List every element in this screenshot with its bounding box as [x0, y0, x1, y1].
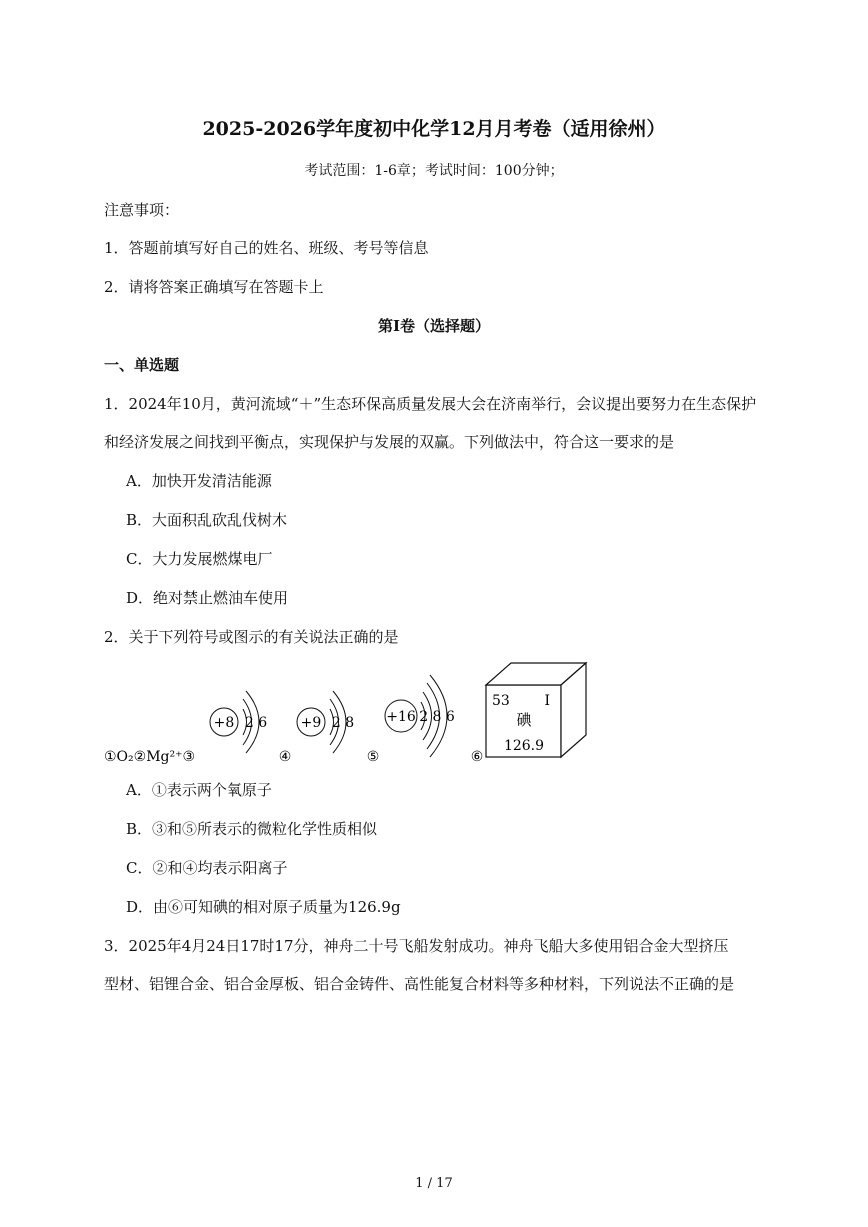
- q2-figure: [0, 655, 868, 770]
- atom-structure-5: [385, 675, 455, 757]
- q1-option-d: D．绝对禁止燃油车使用: [126, 589, 289, 607]
- q1-option-a: A．加快开发清洁能源: [126, 472, 272, 490]
- notice-item-2: 2．请将答案正确填写在答题卡上: [104, 278, 324, 296]
- q1-stem-line2: 和经济发展之间找到平衡点，实现保护与发展的双赢。下列做法中，符合这一要求的是: [104, 433, 675, 451]
- q2-option-c: C．②和④均表示阳离子: [126, 859, 288, 877]
- element-number: 53: [492, 693, 510, 709]
- q1-option-b: B．大面积乱砍乱伐树木: [126, 511, 288, 529]
- notice-item-1: 1．答题前填写好自己的姓名、班级、考号等信息: [104, 239, 429, 257]
- atom3-shells: 2 6: [244, 715, 268, 731]
- atom4-shells: 2 8: [331, 715, 355, 731]
- q2-option-d: D．由⑥可知碘的相对原子质量为126.9g: [126, 898, 401, 916]
- element-mass: 126.9: [503, 738, 545, 754]
- element-name: 碘: [516, 711, 532, 729]
- label-6: ⑥: [470, 749, 484, 765]
- q2-option-b: B．③和⑤所表示的微粒化学性质相似: [126, 820, 378, 838]
- q1-option-c: C．大力发展燃煤电厂: [126, 550, 273, 568]
- page-number: 1 / 17: [415, 1176, 453, 1191]
- notice-heading: 注意事项：: [104, 201, 180, 219]
- atom5-shells: 2 8 6: [419, 709, 455, 725]
- q1-stem-line1: 1．2024年10月，黄河流域“＋”生态环保高质量发展大会在济南举行，会议提出要努力在生态保护: [104, 395, 757, 413]
- label-5: ⑤: [366, 749, 380, 765]
- q3-stem-line2: 型材、铝锂合金、铝合金厚板、铝合金铸件、高性能复合材料等多种材料，下列说法不正确的是: [104, 975, 735, 993]
- atom4-nucleus: +9: [300, 715, 322, 731]
- page-title: 2025-2026学年度初中化学12月月考卷（适用徐州）: [202, 118, 666, 140]
- label-4: ④: [278, 749, 292, 765]
- element-cube-iodine: [486, 663, 586, 757]
- atom-structure-4: [297, 691, 354, 753]
- atom-structure-3: [210, 691, 267, 753]
- q3-stem-line1: 3．2025年4月24日17时17分，神舟二十号飞船发射成功。神舟飞船大多使用铝合金大型挤压: [104, 937, 729, 955]
- atom3-nucleus: +8: [213, 715, 235, 731]
- q2-stem: 2．关于下列符号或图示的有关说法正确的是: [104, 628, 399, 646]
- exam-info: 考试范围：1-6章；考试时间：100分钟；: [304, 163, 564, 179]
- atom5-nucleus: +16: [386, 709, 416, 725]
- element-symbol: I: [544, 693, 550, 709]
- part-heading: 一、单选题: [104, 356, 180, 374]
- q2-option-a: A．①表示两个氧原子: [126, 781, 272, 799]
- symbols-text: ①O₂②Mg²⁺③: [104, 749, 196, 765]
- section-title: 第I卷（选择题）: [377, 317, 491, 335]
